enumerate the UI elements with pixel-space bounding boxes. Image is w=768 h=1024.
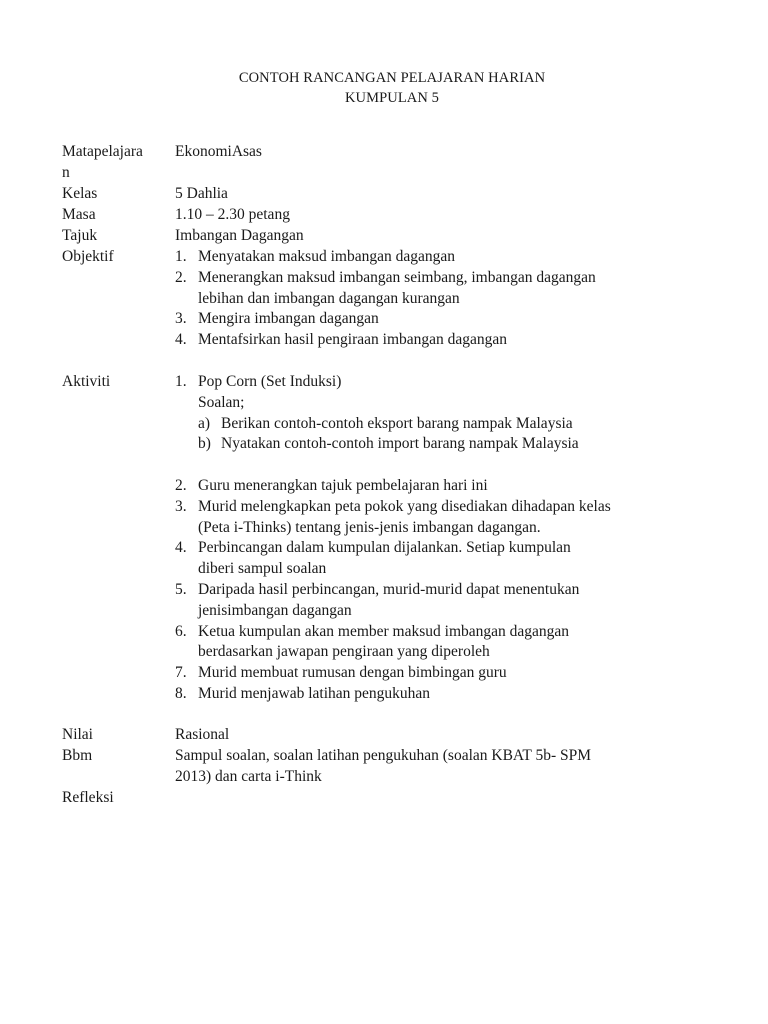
objektif-list (175, 247, 670, 351)
sub-list-item (198, 414, 670, 435)
value-bbm-line2: 2013) dan carta i-Think (175, 767, 322, 785)
list-item (175, 622, 670, 664)
list-item-number: 2. (175, 268, 187, 286)
list-item-text: jenisimbangan dagangan (198, 601, 352, 619)
aktiviti-first-item (175, 372, 670, 455)
sub-list-item-letter: b) (198, 435, 211, 453)
document-header (0, 68, 768, 108)
list-item-number: 7. (175, 664, 187, 682)
list-item-text: Soalan; (198, 393, 245, 411)
list-item (175, 330, 670, 351)
page-subtitle: KUMPULAN 5 (344, 90, 440, 106)
list-item-text: Perbincangan dalam kumpulan dijalankan. Setiap kumpulan (198, 539, 571, 557)
list-item-text: Murid membuat rumusan dengan bimbingan guru (198, 664, 507, 682)
list-item (175, 580, 670, 622)
list-item (175, 247, 670, 268)
list-item-text: Mentafsirkan hasil pengiraan imbangan dagangan (198, 331, 508, 349)
list-item-number: 2. (175, 477, 187, 494)
list-item (175, 268, 670, 310)
label-matapelajaran-line2: n (62, 163, 70, 181)
aktiviti-list (175, 476, 670, 705)
list-item-text: Mengira imbangan dagangan (198, 310, 379, 328)
list-item-text: Menerangkan maksud imbangan seimbang, imbangan dagangan (198, 268, 596, 286)
list-item-number: 4. (175, 539, 187, 557)
list-item (175, 684, 670, 705)
list-item-text: Daripada hasil perbincangan, murid-murid dapat menentukan (198, 580, 580, 598)
label-tajuk: Tajuk (62, 227, 98, 244)
list-item-number: 3. (175, 497, 187, 515)
value-tajuk: Imbangan Dagangan (175, 227, 304, 244)
label-objektif: Objektif (62, 248, 114, 265)
list-item-number: 1. (175, 248, 187, 265)
list-item-number: 1. (175, 373, 187, 390)
list-item-number: 8. (175, 684, 187, 702)
list-item-number: 6. (175, 622, 187, 640)
sub-list-item (198, 434, 670, 455)
list-item-text: Murid melengkapkan peta pokok yang disediakan dihadapan kelas (198, 497, 611, 515)
label-masa: Masa (62, 206, 96, 223)
value-matapelajaran: EkonomiAsas (175, 143, 262, 160)
value-bbm (175, 746, 670, 788)
list-item-number: 3. (175, 310, 187, 328)
list-item (175, 476, 670, 497)
list-item-text: Guru menerangkan tajuk pembelajaran hari ini (198, 477, 488, 494)
label-aktiviti: Aktiviti (62, 373, 111, 390)
label-kelas: Kelas (62, 185, 98, 202)
list-item-text: lebihan dan imbangan dagangan kurangan (198, 289, 460, 307)
list-item-text: diberi sampul soalan (198, 560, 327, 578)
list-item (175, 497, 670, 539)
value-nilai: Rasional (175, 726, 230, 743)
value-kelas: 5 Dahlia (175, 185, 228, 202)
label-matapelajaran (62, 142, 143, 184)
list-item-number: 4. (175, 331, 187, 349)
value-masa: 1.10 – 2.30 petang (175, 206, 290, 223)
value-bbm-line1: Sampul soalan, soalan latihan pengukuhan (soalan KBAT 5b- SPM (175, 747, 592, 764)
page-title: CONTOH RANCANGAN PELAJARAN HARIAN (238, 70, 546, 86)
list-item-text: (Peta i-Thinks) tentang jenis-jenis imbangan dagangan. (198, 518, 541, 536)
label-matapelajaran-line1: Matapelajara (62, 143, 143, 160)
list-item-text: berdasarkan jawapan pengiraan yang diperoleh (198, 643, 490, 661)
list-item-text: Menyatakan maksud imbangan dagangan (198, 248, 455, 265)
list-item (175, 372, 670, 455)
label-bbm: Bbm (62, 747, 93, 764)
sub-list-item-text: Nyatakan contoh-contoh import barang nampak Malaysia (221, 435, 579, 453)
label-refleksi: Refleksi (62, 789, 114, 806)
sub-list-item-text: Berikan contoh-contoh eksport barang nampak Malaysia (221, 414, 573, 432)
list-item (175, 663, 670, 684)
list-item-text: Pop Corn (Set Induksi) (198, 373, 342, 390)
list-item (175, 538, 670, 580)
list-item-text: Murid menjawab latihan pengukuhan (198, 684, 431, 702)
sub-list-item-letter: a) (198, 414, 211, 432)
list-item-number: 5. (175, 580, 187, 598)
list-item (175, 309, 670, 330)
list-item-text: Ketua kumpulan akan member maksud imbangan dagangan (198, 622, 570, 640)
label-nilai: Nilai (62, 726, 93, 743)
